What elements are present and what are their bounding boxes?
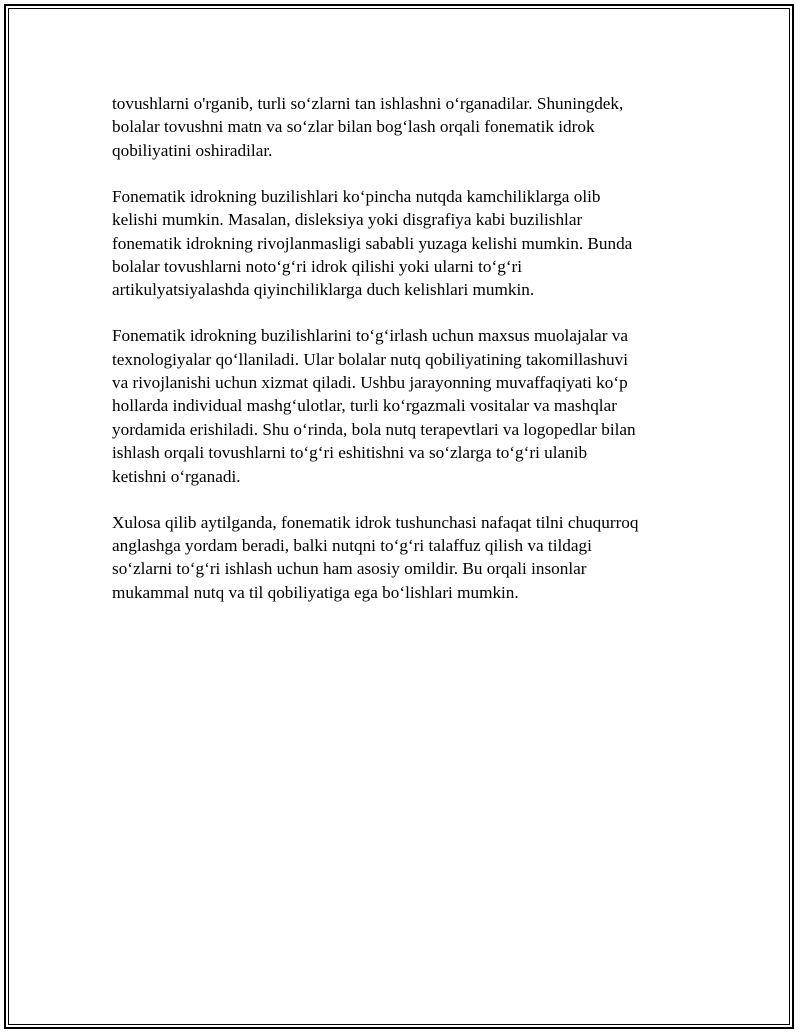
paragraph-1: tovushlarni o'rganib, turli so‘zlarni tan ishlashni o‘rganadilar. Shuningdek, bolalar tovushni matn va so‘zlar bilan bog‘lash orqali fonematik idrok qobiliyatini oshiradilar. (112, 94, 624, 160)
paragraph-2: Fonematik idrokning buzilishlari ko‘pincha nutqda kamchiliklarga olib kelishi mumkin. Masalan, disleksiya yoki disgrafiya kabi buzilishlar fonematik idrokning rivojlanmasligi sababli yuzaga kelishi mumkin. Bunda bolalar tovushlarni noto‘g‘ri idrok qilishi yoki ularni to‘g‘ri artikulyatsiyalashda qiyinchiliklarga duch kelishlari mumkin. (112, 186, 633, 300)
paragraph-4: Xulosa qilib aytilganda, fonematik idrok tushunchasi nafaqat tilni chuqurroq anglashga yordam beradi, balki nutqni to‘g‘ri talaffuz qilish va tildagi so‘zlarni to‘g‘ri ishlash uchun ham asosiy omildir. Bu orqali insonlar mukammal nutq va til qobiliyatiga ega bo‘lishlari mumkin. (112, 512, 639, 602)
document-body (112, 92, 692, 627)
paragraph-3: Fonematik idrokning buzilishlarini to‘g‘irlash uchun maxsus muolajalar va texnologiyalar qo‘llaniladi. Ular bolalar nutq qobiliyatining takomillashuvi va rivojlanishi uchun xizmat qiladi. Ushbu jarayonning muvaffaqiyati ko‘p hollarda individual mashg‘ulotlar, turli ko‘rgazmali vositalar va mashqlar yordamida erishiladi. Shu o‘rinda, bola nutq terapevtlari va logopedlar bilan ishlash orqali tovushlarni to‘g‘ri eshitishni va so‘zlarga to‘g‘ri ulanib ketishni o‘rganadi. (112, 326, 636, 486)
